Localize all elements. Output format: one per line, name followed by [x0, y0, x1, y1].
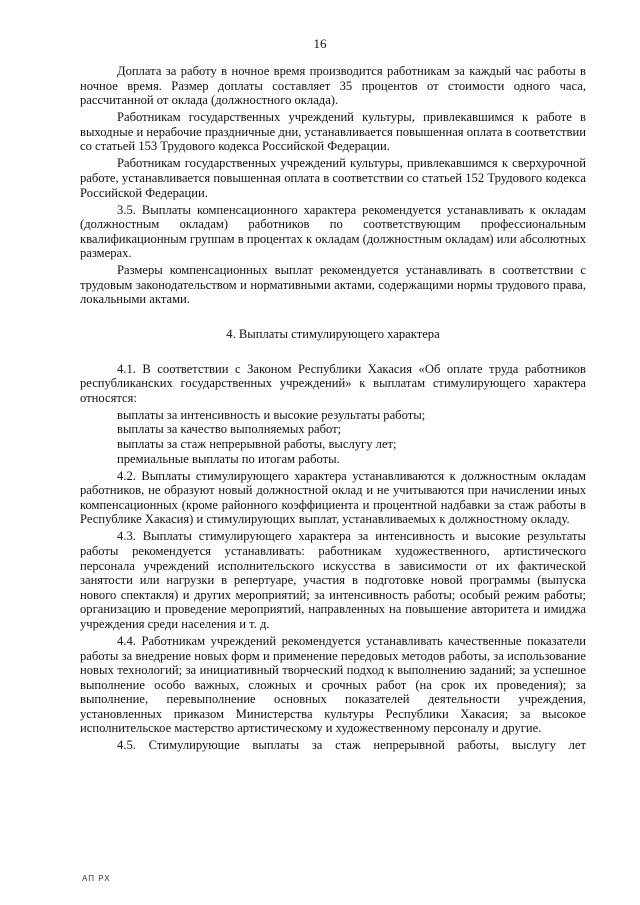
- paragraph-night-work: Доплата за работу в ночное время производится работникам за каждый час работы в ночное время. Размер доплаты составляет 35 процентов от стоимости одного часа, рассчитанной от оклада (должностного оклада).: [80, 64, 586, 108]
- list-item: выплаты за интенсивность и высокие результаты работы;: [117, 407, 426, 422]
- list-item: выплаты за стаж непрерывной работы, выслугу лет;: [117, 437, 397, 452]
- footer-mark: АП РХ: [82, 874, 111, 883]
- paragraph-holiday-work: Работникам государственных учреждений культуры, привлекавшимся к работе в выходные и нерабочие праздничные дни, устанавливается повышенная оплата в соответствии со статьей 153 Трудового кодекса Российской Федерации.: [80, 110, 586, 154]
- list-item: премиальные выплаты по итогам работы.: [117, 451, 340, 466]
- list-item: выплаты за качество выполняемых работ;: [117, 422, 342, 437]
- paragraph-4-1: 4.1. В соответствии с Законом Республики Хакасия «Об оплате труда работников республиканских государственных учреждений» к выплатам стимулирующего характера относятся:: [80, 361, 586, 405]
- paragraph-4-3: 4.3. Выплаты стимулирующего характера за интенсивность и высокие результаты работы рекомендуется устанавливать: работникам художественного, артистического персонала учреждений исполнительского искусства в зависимости от их фактической занятости или нагрузки в репертуаре, участия в подготовке новой программы (выпуска нового спектакля) и других мероприятий; за интенсивность работы; особый режим работы; организацию и проведение мероприятий, направленных на повышение авторитета и имиджа учреждения среди населения и т. д.: [80, 529, 586, 631]
- paragraph-compensation-sizes: Размеры компенсационных выплат рекомендуется устанавливать в соответствии с трудовым законодательством и нормативными актами, содержащими нормы трудового права, локальными актами.: [80, 263, 586, 307]
- section-heading-4: 4. Выплаты стимулирующего характера: [226, 327, 440, 342]
- paragraph-4-5: 4.5. Стимулирующие выплаты за стаж непрерывной работы, выслугу лет: [117, 738, 586, 753]
- paragraph-4-2: 4.2. Выплаты стимулирующего характера устанавливаются к должностным окладам работников, не образуют новый должностной оклад и не учитываются при начислении иных компенсационных (кроме районного коэффициента и процентной надбавки за стаж работы в Республике Хакасия) и стимулирующих выплат, устанавливаемых к должностному окладу.: [80, 468, 586, 527]
- page-number: 16: [313, 36, 327, 51]
- paragraph-4-4: 4.4. Работникам учреждений рекомендуется устанавливать качественные показатели работы за внедрение новых форм и применение передовых методов работы, за использование новых технологий; за инициативный творческий подход к выполнению заданий; за успешное выполнение особо важных, сложных и срочных работ (на срок их проведения); за выполнение, перевыполнение основных показателей деятельности учреждения, установленных приказом Министерства культуры Республики Хакасия; за высокое исполнительское мастерство артистическому и художественному персоналу и другие.: [80, 633, 586, 736]
- paragraph-overtime-work: Работникам государственных учреждений культуры, привлекавшимся к сверхурочной работе, устанавливается повышенная оплата в соответствии со статьей 152 Трудового кодекса Российской Федерации.: [80, 156, 586, 200]
- paragraph-3-5: 3.5. Выплаты компенсационного характера рекомендуется устанавливать к окладам (должностным окладам) работников по соответствующим профессиональным квалификационным группам в процентах к окладам (должностным окладам) или абсолютных размерах.: [80, 202, 586, 261]
- document-body: [80, 64, 586, 755]
